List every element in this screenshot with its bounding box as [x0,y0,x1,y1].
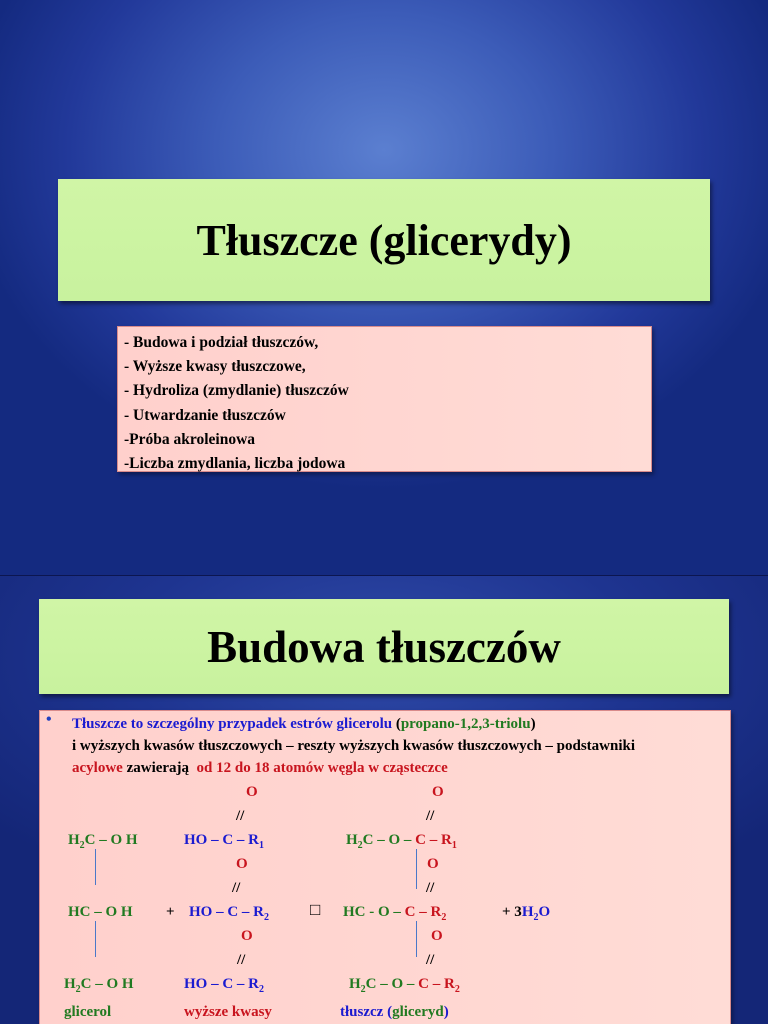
topic-item: -Próba akroleinowa [124,430,256,448]
product-row-2: HC - O – C – $R_2$ [343,904,447,923]
double-bond: // [426,952,435,968]
carbonyl-o: O [431,928,443,944]
bond-line [416,849,417,889]
bond-line [416,921,417,957]
carbonyl-o: O [246,784,258,800]
slide-1-title [58,179,710,301]
acid-1: HO – C – $R_1$ [184,832,264,851]
bond-line [95,849,96,885]
slide-2-title-text: Budowa tłuszczów [207,621,561,672]
reaction-arrow-icon: □ [310,900,321,919]
carbonyl-o: O [427,856,439,872]
slide-2-title [39,599,729,694]
product-row-1: $H_2C$ – O – C – $R_1$ [346,832,457,851]
double-bond: // [426,880,435,896]
intro-line-2: i wyższych kwasów tłuszczowych – reszty wyższych kwasów tłuszczowych – podstawniki [72,738,636,754]
topic-item: - Budowa i podział tłuszczów, [124,334,319,351]
carbonyl-o: O [241,928,253,944]
label-fat: tłuszcz (gliceryd) [340,1004,449,1020]
carbonyl-o: O [432,784,444,800]
intro-line-3: acylowe zawierają od 12 do 18 atomów węgla w cząsteczce [72,760,448,776]
double-bond: // [232,880,241,896]
acid-3: HO – C – $R_2$ [184,976,264,995]
double-bond: // [236,808,245,824]
topic-item: - Hydroliza (zmydlanie) tłuszczów [124,382,349,400]
bullet-icon: • [46,711,52,728]
label-glicerol: glicerol [64,1004,112,1020]
slide-2 [0,576,768,1024]
glycerol-hc-oh: HC – O H [68,904,133,920]
topics-list [117,326,652,472]
product-row-3: $H_2C$ – O – C – $R_2$ [349,976,460,995]
double-bond: // [426,808,435,824]
label-acids: wyższe kwasy [184,1004,272,1020]
glycerol-h2c-oh: $H_2C$ – O H [68,832,138,851]
bond-line [95,921,96,957]
carbonyl-o: O [236,856,248,872]
topic-item: - Wyższe kwasy tłuszczowe, [124,358,306,376]
topic-item: - Utwardzanie tłuszczów [124,406,286,424]
acid-2: HO – C – $R_2$ [189,904,269,923]
topic-item: -Liczba zmydlania, liczba jodowa [124,455,346,473]
slide-1-title-text: Tłuszcze (glicerydy) [196,215,572,265]
double-bond: // [237,952,246,968]
plus-sign: + [166,904,175,920]
structure-content [39,710,731,1024]
glycerol-h2c-oh-3: $H_2C$ – O H [64,976,134,995]
water-product: + $3H_2O$ [502,904,551,923]
intro-line-1: Tłuszcze to szczególny przypadek estrów glicerolu (propano-1,2,3-triolu) [72,716,536,732]
